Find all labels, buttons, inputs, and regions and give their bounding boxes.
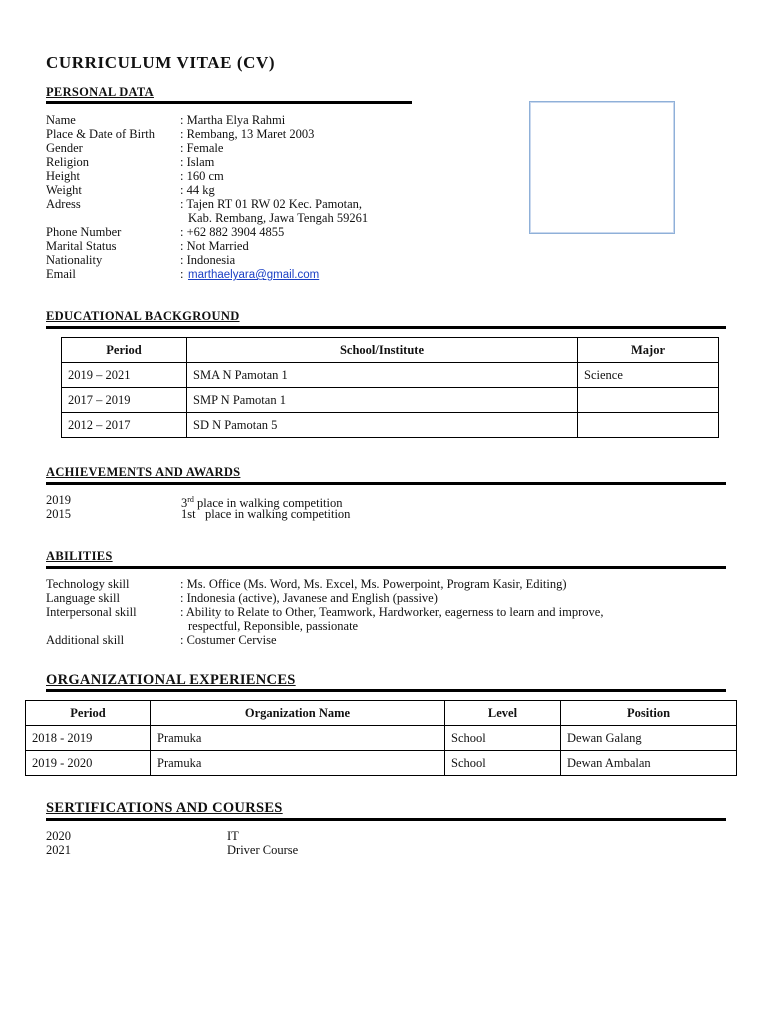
achievement-rank: 1st bbox=[181, 507, 196, 521]
ability-label: Additional skill bbox=[46, 633, 125, 647]
personal-label: Marital Status bbox=[46, 239, 117, 253]
personal-value: : 160 cm bbox=[180, 169, 224, 183]
personal-label: Place & Date of Birth bbox=[46, 127, 155, 141]
personal-value: : +62 882 3904 4855 bbox=[180, 225, 285, 239]
table-cell bbox=[578, 413, 719, 438]
achievements-rule bbox=[46, 482, 726, 485]
certification-year: 2020 bbox=[46, 829, 71, 843]
ability-label: Technology skill bbox=[46, 577, 130, 591]
achievement-description: place in walking competition bbox=[195, 507, 351, 521]
ability-value: respectful, Reponsible, passionate bbox=[188, 619, 359, 633]
table-row bbox=[62, 363, 719, 388]
table-header: Level bbox=[445, 701, 561, 726]
table-header: School/Institute bbox=[187, 338, 578, 363]
personal-label: Name bbox=[46, 113, 76, 127]
ability-value: : Costumer Cervise bbox=[180, 633, 277, 647]
table-cell: SMP N Pamotan 1 bbox=[187, 388, 578, 413]
personal-value: : Tajen RT 01 RW 02 Kec. Pamotan, bbox=[180, 197, 363, 211]
achievements-heading: ACHIEVEMENTS AND AWARDS bbox=[46, 465, 241, 479]
achievement-rank-suffix: rd bbox=[187, 495, 194, 504]
personal-label: Nationality bbox=[46, 253, 103, 267]
personal-label: Weight bbox=[46, 183, 82, 197]
table-row bbox=[26, 726, 737, 751]
personal-value: : Rembang, 13 Maret 2003 bbox=[180, 127, 315, 141]
table-header-row bbox=[62, 338, 719, 363]
ability-value: : Indonesia (active), Javanese and English (passive) bbox=[180, 591, 438, 605]
table-header: Major bbox=[578, 338, 719, 363]
personal-value: : 44 kg bbox=[180, 183, 215, 197]
table-cell: 2012 – 2017 bbox=[62, 413, 187, 438]
personal-data-heading: PERSONAL DATA bbox=[46, 85, 154, 99]
personal-label: Email bbox=[46, 267, 76, 281]
personal-value: Kab. Rembang, Jawa Tengah 59261 bbox=[188, 211, 369, 225]
abilities-heading: ABILITIES bbox=[46, 549, 113, 563]
table-cell: School bbox=[445, 751, 561, 776]
table-header: Position bbox=[561, 701, 737, 726]
table-row bbox=[62, 413, 719, 438]
achievement-year: 2015 bbox=[46, 507, 71, 521]
table-cell: 2017 – 2019 bbox=[62, 388, 187, 413]
table-cell: Pramuka bbox=[151, 726, 445, 751]
ability-label: Interpersonal skill bbox=[46, 605, 137, 619]
table-cell: Pramuka bbox=[151, 751, 445, 776]
table-cell: Dewan Galang bbox=[561, 726, 737, 751]
table-cell: School bbox=[445, 726, 561, 751]
personal-value: : Not Married bbox=[180, 239, 249, 253]
table-cell: Dewan Ambalan bbox=[561, 751, 737, 776]
ability-label: Language skill bbox=[46, 591, 120, 605]
personal-label: Phone Number bbox=[46, 225, 122, 239]
organization-table bbox=[25, 700, 737, 776]
certifications-heading: SERTIFICATIONS AND COURSES bbox=[46, 800, 283, 816]
table-cell: 2018 - 2019 bbox=[26, 726, 151, 751]
achievement-year: 2019 bbox=[46, 493, 71, 507]
table-cell bbox=[578, 388, 719, 413]
certification-year: 2021 bbox=[46, 843, 71, 857]
certification-name: Driver Course bbox=[227, 843, 299, 857]
abilities-rule bbox=[46, 566, 726, 569]
personal-value: : bbox=[180, 267, 184, 281]
personal-value: : Islam bbox=[180, 155, 215, 169]
personal-label: Adress bbox=[46, 197, 81, 211]
email-link[interactable]: marthaelyara@gmail.com bbox=[188, 269, 320, 281]
education-heading: EDUCATIONAL BACKGROUND bbox=[46, 309, 240, 323]
personal-value: : Martha Elya Rahmi bbox=[180, 113, 286, 127]
table-cell: SD N Pamotan 5 bbox=[187, 413, 578, 438]
personal-label: Gender bbox=[46, 141, 83, 155]
table-row bbox=[62, 388, 719, 413]
document-title: CURRICULUM VITAE (CV) bbox=[46, 53, 276, 72]
education-table bbox=[61, 337, 719, 438]
achievement-text bbox=[181, 507, 350, 521]
table-cell: SMA N Pamotan 1 bbox=[187, 363, 578, 388]
personal-label: Height bbox=[46, 169, 81, 183]
ability-value: : Ability to Relate to Other, Teamwork, Hardworker, eagerness to learn and improve, bbox=[180, 605, 604, 619]
personal-data-list bbox=[46, 113, 466, 285]
education-rule bbox=[46, 326, 726, 329]
abilities-list bbox=[46, 577, 726, 649]
table-header: Organization Name bbox=[151, 701, 445, 726]
table-row bbox=[26, 751, 737, 776]
organization-rule bbox=[46, 689, 726, 692]
table-header: Period bbox=[62, 338, 187, 363]
table-cell: 2019 - 2020 bbox=[26, 751, 151, 776]
table-header-row bbox=[26, 701, 737, 726]
photo-placeholder bbox=[529, 101, 675, 234]
certification-name: IT bbox=[227, 829, 239, 843]
ability-value: : Ms. Office (Ms. Word, Ms. Excel, Ms. Powerpoint, Program Kasir, Editing) bbox=[180, 577, 567, 591]
table-header: Period bbox=[26, 701, 151, 726]
personal-label: Religion bbox=[46, 155, 90, 169]
table-cell: Science bbox=[578, 363, 719, 388]
certifications-rule bbox=[46, 818, 726, 821]
table-cell: 2019 – 2021 bbox=[62, 363, 187, 388]
achievement-description: place in walking competition bbox=[193, 496, 343, 511]
personal-data-rule bbox=[46, 101, 412, 104]
organization-heading: ORGANIZATIONAL EXPERIENCES bbox=[46, 672, 296, 688]
achievement-rank: 3 bbox=[181, 496, 188, 511]
personal-value: : Female bbox=[180, 141, 224, 155]
personal-value: : Indonesia bbox=[180, 253, 236, 267]
